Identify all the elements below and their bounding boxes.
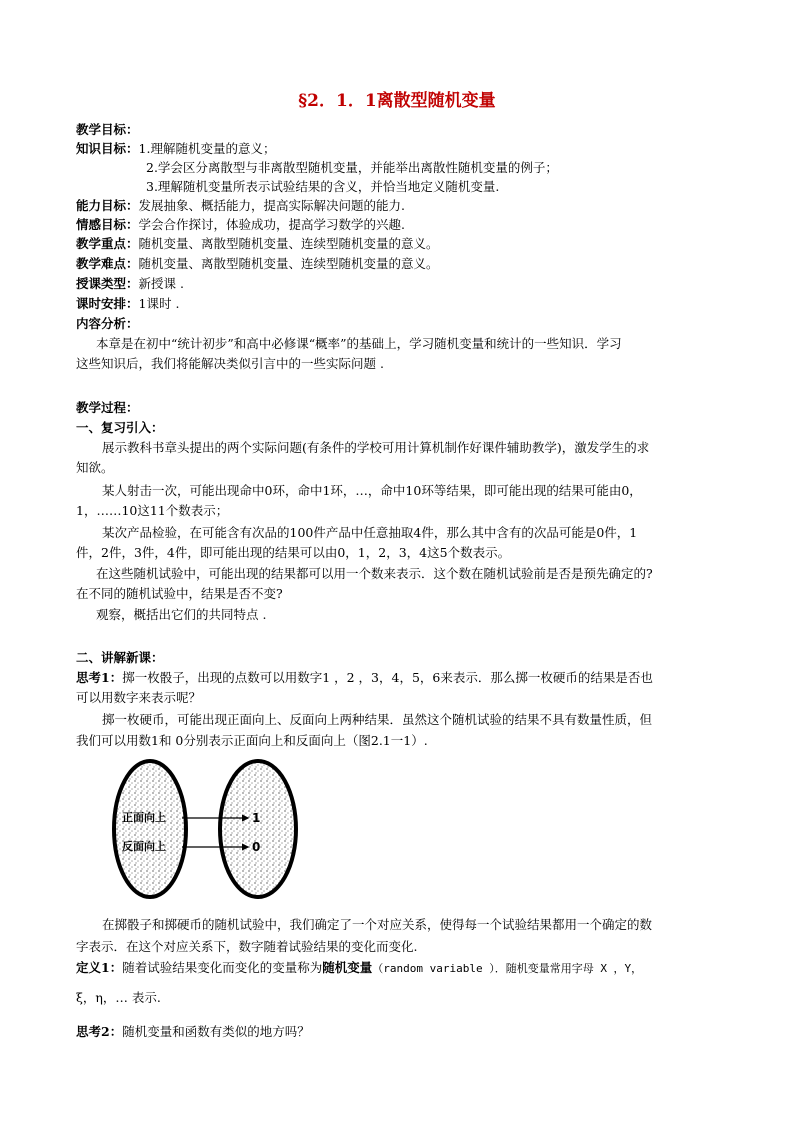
definition1: [76, 958, 726, 979]
schedule: [76, 294, 726, 314]
sample-space-ellipse: [114, 761, 186, 897]
coin-mapping-figure: [110, 756, 310, 902]
think1: [76, 668, 726, 688]
difficulties-label: 教学难点：: [76, 256, 139, 271]
def1-term: 随机变量: [322, 960, 373, 975]
difficulties: [76, 254, 726, 274]
label-heads: 正面向上: [122, 811, 166, 824]
coin-line-2: 我们可以用数1和 0分别表示正面向上和反面向上（图2.1一1）.: [76, 733, 428, 748]
coin-line-1: 掷一枚硬币，可能出现正面向上、反面向上两种结果．虽然这个随机试验的结果不具有数量性质，但: [102, 712, 653, 727]
think2-label: 思考2：: [76, 1024, 123, 1039]
lesson-type-label: 授课类型：: [76, 276, 139, 291]
value-one: 1: [252, 811, 261, 825]
ability-objective: [76, 196, 726, 216]
key-points-label: 教学重点：: [76, 236, 139, 251]
page-title: §2．1．1离散型随机变量: [298, 91, 496, 111]
new-lesson-heading: 二、讲解新课：: [76, 650, 164, 665]
knowledge-item-1: 1.理解随机变量的意义；: [138, 141, 276, 156]
after-line-1: 在掷骰子和掷硬币的随机试验中，我们确定了一个对应关系，使得每一个试验结果都用一个确定的数: [102, 917, 653, 932]
emotion-label: 情感目标：: [76, 217, 139, 232]
difficulties-text: 随机变量、离散型随机变量、连续型随机变量的意义。: [138, 256, 439, 271]
knowledge-label: 知识目标：: [76, 141, 139, 156]
review-line-3: 某人射击一次，可能出现命中0环，命中1环，…，命中10环等结果，即可能出现的结果可能由0，: [102, 483, 642, 498]
emotion-text: 学会合作探讨，体验成功，提高学习数学的兴趣.: [138, 217, 405, 232]
knowledge-objective: [76, 139, 726, 159]
def1-line-2: ξ，η，… 表示.: [76, 990, 161, 1005]
review-line-2: 知欲。: [76, 460, 114, 475]
analysis-line-1: 本章是在初中“统计初步”和高中必修课“概率”的基础上，学习随机变量和统计的一些知识．学习: [96, 336, 622, 351]
label-tails: 反面向上: [122, 840, 166, 853]
review-line-6: 件，2件，3件，4件，即可能出现的结果可以由0，1，2，3，4这5个数表示。: [76, 545, 511, 560]
def1-label: 定义1：: [76, 960, 123, 975]
ability-label: 能力目标：: [76, 198, 139, 213]
process-label: 教学过程：: [76, 400, 139, 415]
review-line-4: 1，……10这11个数表示；: [76, 503, 229, 518]
key-points: [76, 234, 726, 254]
schedule-text: 1课时 .: [138, 296, 180, 311]
knowledge-item-2: 2.学会区分离散型与非离散型随机变量，并能举出离散性随机变量的例子；: [146, 160, 558, 175]
objectives-heading: 教学目标：: [76, 122, 139, 137]
think2-text: 随机变量和函数有类似的地方吗？: [122, 1024, 310, 1039]
review-line-1: 展示教科书章头提出的两个实际问题(有条件的学校可用计算机制作好课件辅助教学)，激发学生的求: [102, 440, 650, 455]
think1-line-2: 可以用数字来表示呢？: [76, 690, 202, 705]
after-line-2: 字表示．在这个对应关系下，数字随着试验结果的变化而变化.: [76, 939, 418, 954]
think1-label: 思考1：: [76, 670, 123, 685]
review-line-9: 观察，概括出它们的共同特点 .: [96, 607, 267, 622]
def1-post: （random variable ）．随机变量常用字母 X ，Y，: [372, 962, 643, 975]
key-points-text: 随机变量、离散型随机变量、连续型随机变量的意义。: [138, 236, 439, 251]
value-zero: 0: [252, 840, 261, 854]
analysis-label: 内容分析：: [76, 316, 139, 331]
review-line-7: 在这些随机试验中，可能出现的结果都可以用一个数来表示．这个数在随机试验前是否是预先确定的?: [96, 566, 653, 581]
analysis-line-2: 这些知识后，我们将能解决类似引言中的一些实际问题 .: [76, 356, 384, 371]
number-set-ellipse: [220, 761, 296, 897]
review-line-5: 某次产品检验，在可能含有次品的100件产品中任意抽取4件，那么其中含有的次品可能是0件，1: [102, 525, 638, 540]
think2: [76, 1022, 726, 1042]
schedule-label: 课时安排：: [76, 296, 139, 311]
review-line-8: 在不同的随机试验中，结果是否不变?: [76, 586, 283, 601]
lesson-type-text: 新授课 .: [138, 276, 184, 291]
def1-pre: 随着试验结果变化而变化的变量称为: [122, 960, 323, 975]
emotion-objective: [76, 215, 726, 235]
think1-line-1: 掷一枚骰子，出现的点数可以用数字1 ，2 ，3，4，5，6来表示．那么掷一枚硬币的结果是否也: [122, 670, 653, 685]
lesson-type: [76, 274, 726, 294]
ability-text: 发展抽象、概括能力，提高实际解决问题的能力.: [138, 198, 405, 213]
knowledge-item-3: 3.理解随机变量所表示试验结果的含义，并恰当地定义随机变量.: [146, 179, 500, 194]
review-heading: 一、复习引入：: [76, 420, 164, 435]
